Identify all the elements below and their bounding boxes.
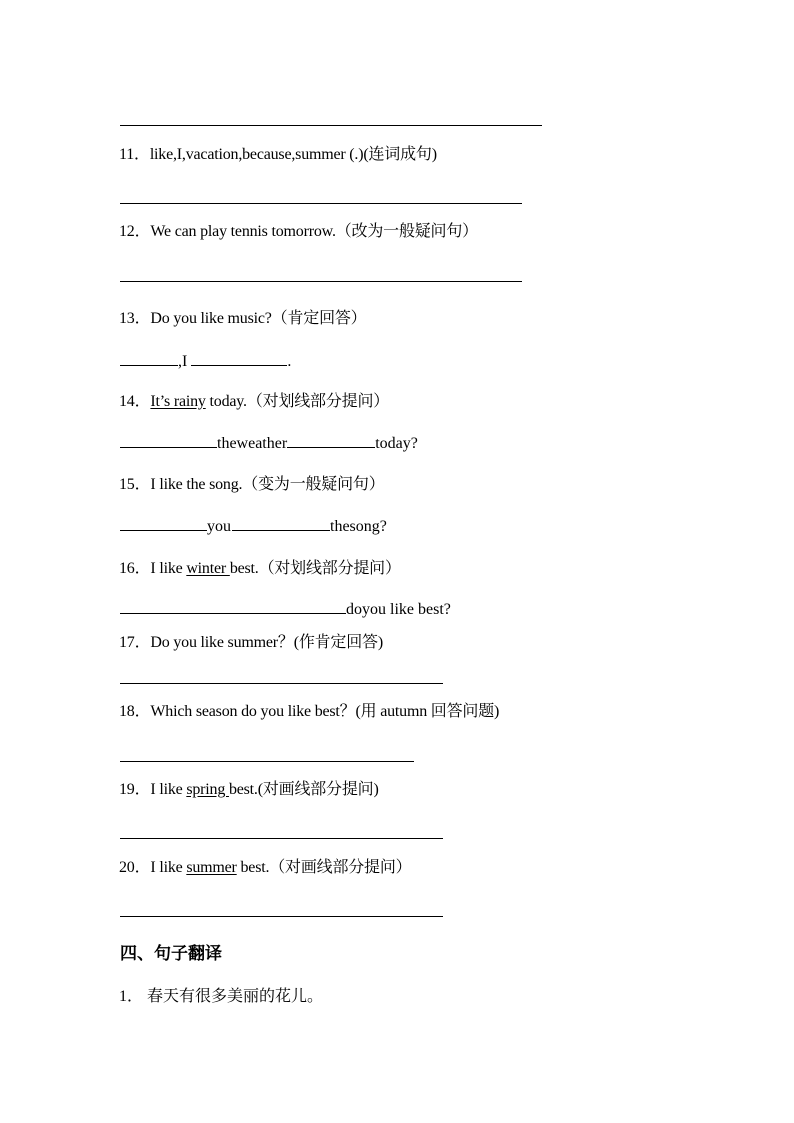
answer-blank[interactable] (232, 513, 330, 531)
answer-blank[interactable] (120, 430, 217, 448)
question-19: 19．I like spring best.(对画线部分提问) (119, 781, 379, 798)
question-number: 16． (119, 560, 151, 577)
translation-item-1 (119, 983, 323, 1006)
underlined-phrase: summer (186, 859, 237, 876)
question-text: I like the song.（变为一般疑问句） (150, 476, 385, 493)
question-number: 19． (119, 781, 151, 798)
question-number: 17． (119, 634, 151, 651)
question-text: best.(对画线部分提问) (228, 781, 379, 798)
underlined-phrase: winter (186, 560, 230, 577)
question-12 (119, 218, 478, 241)
answer-blank[interactable] (120, 513, 207, 531)
answer-13: ,I . (120, 348, 291, 371)
answer-line-19 (120, 838, 443, 839)
question-text: We can play tennis tomorrow.（改为一般疑问句） (150, 223, 478, 240)
question-text: today.（对划线部分提问） (205, 393, 390, 410)
question-20: 20．I like summer best.（对画线部分提问） (119, 859, 412, 876)
answer-line-12 (120, 281, 522, 282)
answer-line-18 (120, 761, 414, 762)
answer-16: doyou like best? (120, 596, 451, 619)
question-text: Do you like summer？(作肯定回答) (150, 634, 383, 651)
question-18 (119, 698, 499, 721)
underlined-phrase: It’s rainy (150, 393, 206, 410)
underlined-phrase: spring (186, 781, 229, 798)
answer-blank[interactable] (120, 348, 178, 366)
question-14 (119, 388, 389, 411)
question-number: 11． (119, 146, 150, 163)
answer-blank[interactable] (191, 348, 287, 366)
question-text: best.（对划线部分提问） (229, 560, 401, 577)
question-number: 13． (119, 310, 151, 327)
question-13 (119, 305, 366, 328)
question-number: 12． (119, 223, 151, 240)
question-17 (119, 629, 383, 652)
question-number: 15． (119, 476, 151, 493)
question-text: Which season do you like best？(用 autumn 回答问题) (150, 703, 500, 720)
answer-line-20 (120, 916, 443, 917)
item-text: 春天有很多美丽的花儿。 (147, 988, 324, 1005)
question-number: 14． (119, 393, 151, 410)
question-number: 20． (119, 859, 151, 876)
answer-blank[interactable] (120, 596, 346, 614)
question-15 (119, 471, 385, 494)
answer-15: you thesong? (120, 513, 387, 536)
question-text: Do you like music?（肯定回答） (150, 310, 367, 327)
answer-line-10 (120, 125, 542, 126)
section-heading: 四、句子翻译 (120, 944, 222, 963)
answer-14: theweather today? (120, 430, 418, 453)
question-16: 16．I like winter best.（对划线部分提问） (119, 560, 401, 577)
item-number: 1． (119, 988, 144, 1005)
question-11 (119, 141, 437, 164)
question-number: 18． (119, 703, 151, 720)
answer-blank[interactable] (287, 430, 375, 448)
question-text: best.（对画线部分提问） (236, 859, 412, 876)
answer-line-11 (120, 203, 522, 204)
answer-line-17 (120, 683, 443, 684)
question-text: like,I,vacation,because,summer (.)(连词成句) (149, 146, 437, 163)
